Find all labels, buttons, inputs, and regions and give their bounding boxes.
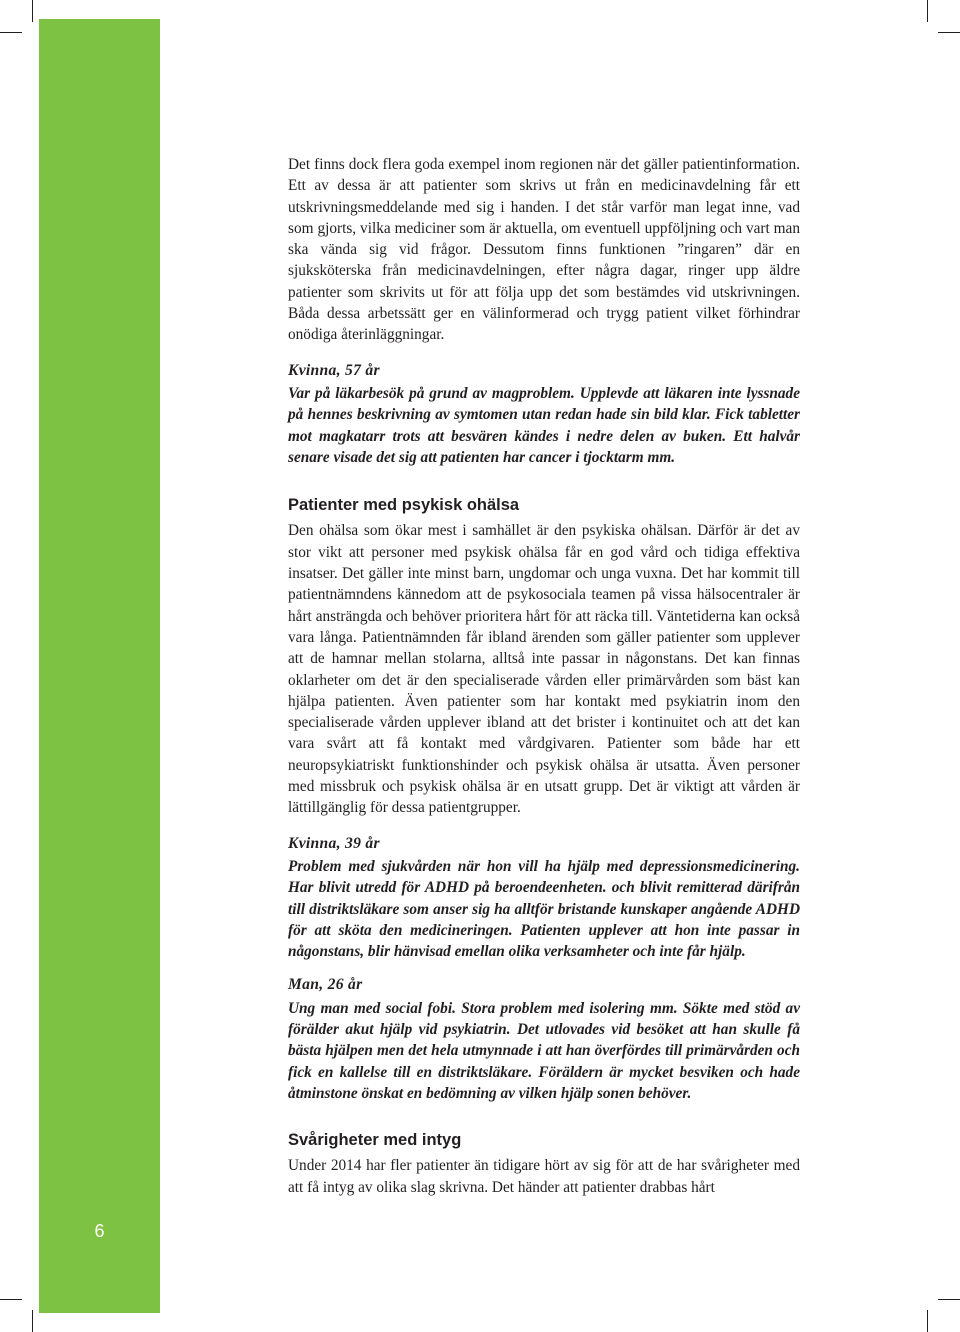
case-text: Var på läkarbesök på grund av magproblem. Upplevde att läkaren inte lyssnade på hennes beskrivning av symtomen utan redan hade sin bild klar. Fick tabletter mot magkatarr trots att besvären kändes i nedre delen av buken. Ett halvår senare visade det sig att patienten har cancer i tjocktarm mm. — [288, 384, 800, 466]
side-color-bar — [39, 19, 160, 1313]
crop-mark — [32, 0, 33, 22]
case-heading: Kvinna, 57 år — [288, 361, 380, 379]
crop-mark — [927, 0, 928, 22]
crop-mark — [927, 1310, 928, 1332]
case-heading: Man, 26 år — [288, 976, 363, 994]
crop-mark — [0, 32, 22, 33]
page-content — [288, 154, 800, 1198]
case-text: Problem med sjukvården när hon vill ha hjälp med depressionsmedicinering. Har blivit utredd för ADHD på beroendeenheten. och blivit remitterad därifrån till distriktsläkare som anser sig ha alltför bristande kunskaper angående ADHD för att sköta den medicineringen. Patienten upplever att hon inte passar in någonstans, blir hänvisad emellan olika verksamheter och inte får hjälp. — [288, 857, 800, 961]
case-heading: Kvinna, 39 år — [288, 834, 380, 852]
intro-paragraph: Det finns dock flera goda exempel inom regionen när det gäller patientinformation. Ett av dessa är att patienter som skrivs ut från en medicinavdelning får ett utskrivningsmeddelande med sig i handen. I det står varför man legat inne, vad som gjorts, vilka mediciner som är aktuella, om eventuell uppföljning och vart man ska vända sig vid frågor. Dessutom finns funktionen ”ringaren” där en sjuksköterska från medicinavdelningen, efter några dagar, ringer upp äldre patienter som skrivits ut för att följa upp det som bestämdes vid utskrivningen. Båda dessa arbetssätt ger en välinformerad och trygg patient vilket förhindrar onödiga återinläggningar. — [288, 156, 800, 344]
crop-mark — [938, 32, 960, 33]
section-heading: Patienter med psykisk ohälsa — [288, 496, 520, 515]
crop-mark — [32, 1310, 33, 1332]
crop-mark — [0, 1299, 22, 1300]
section-heading: Svårigheter med intyg — [288, 1131, 462, 1150]
section-paragraph: Under 2014 har fler patienter än tidigare hört av sig för att de har svårigheter med att få intyg av olika slag skrivna. Det händer att patienter drabbas hårt — [288, 1157, 800, 1196]
section-paragraph: Den ohälsa som ökar mest i samhället är den psykiska ohälsan. Därför är det av stor vikt att personer med psykisk ohälsa får en god vård och tidiga effektiva insatser. Det gäller inte minst barn, ungdomar och unga vuxna. Det har kommit till patientnämndens kännedom att de psykosociala teamen på vissa hälsocentraler är hårt ansträngda och behöver prioritera hårt för att räcka till. Väntetiderna kan också vara långa. Patientnämnden får ibland ärenden som gäller patienter som upplever att de hamnar mellan stolarna, alltså inte passar in någonstans. Det kan finnas oklarheter om det är den specialiserade vården eller primärvården som bäst kan hjälpa patienten. Även patienter som har kontakt med psykiatrin inom den specialiserade vården upplever ibland att det brister i kontinuitet och att det kan vara svårt att få kontakt med vårdgivaren. Patienter som både har ett neuropsykiatriskt funktionshinder och psykisk ohälsa är utsatta. Även personer med missbruk och psykisk ohälsa är en utsatt grupp. Det är viktigt att vården är lättillgänglig för dessa patientgrupper. — [288, 522, 800, 817]
crop-mark — [938, 1299, 960, 1300]
page-number: 6 — [94, 1221, 105, 1241]
case-text: Ung man med social fobi. Stora problem med isolering mm. Sökte med stöd av förälder akut hjälp vid psykiatrin. Det utlovades vid besöket att han skulle få bästa hjälpen men det hela utmynnade i att han överfördes till primärvården och fick en kallelse till en distriktsläkare. Föräldern är mycket besviken och hade åtminstone önskat en bedömning av vilken hjälp sonen behöver. — [288, 999, 800, 1102]
